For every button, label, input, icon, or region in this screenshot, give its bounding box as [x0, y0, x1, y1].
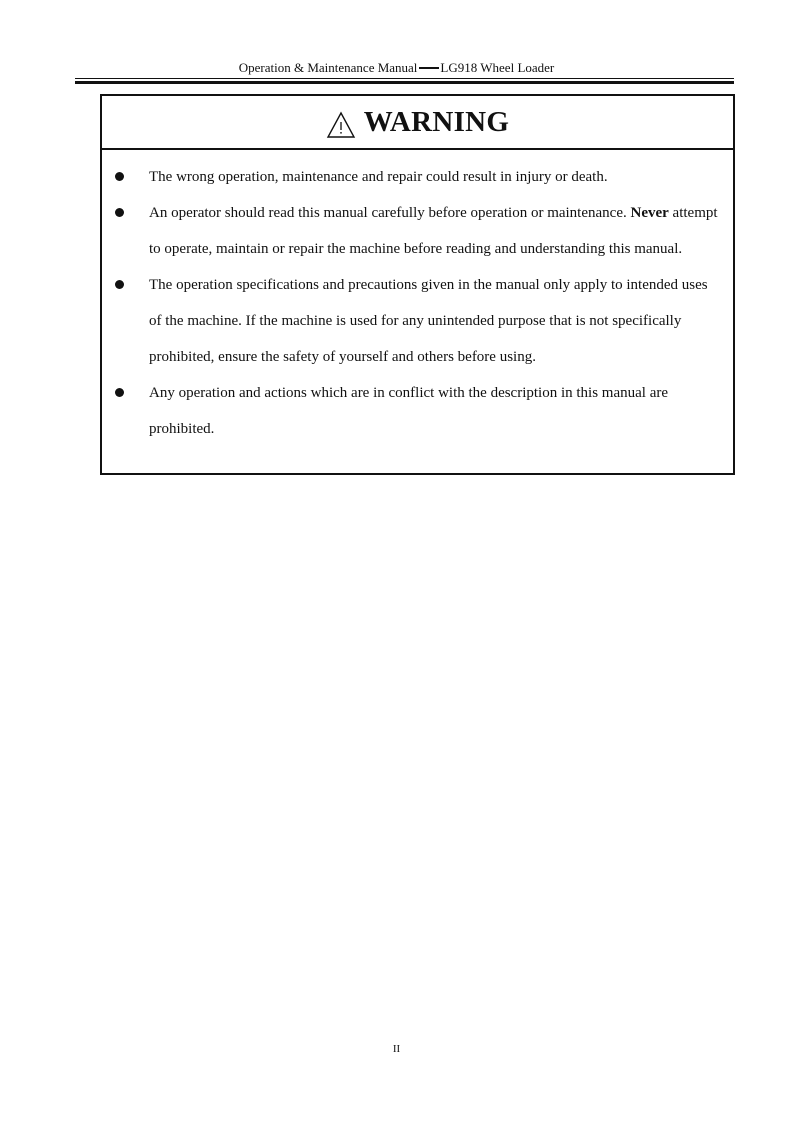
header-rule-thick	[75, 81, 734, 84]
warning-item	[102, 375, 733, 447]
warning-item-text: The wrong operation, maintenance and repair could result in injury or death.	[149, 169, 608, 185]
warning-item-text: Any operation and actions which are in conflict with the description in this manual are prohibited.	[149, 385, 669, 437]
page-number: II	[392, 1043, 401, 1055]
bullet-icon	[115, 172, 124, 181]
header-model-title: LG918 Wheel Loader	[440, 60, 555, 75]
warning-item-text-after: attempt to operate, maintain or repair the machine before reading and understanding this manual.	[149, 205, 718, 257]
bullet-icon	[115, 280, 124, 289]
warning-title: WARNING	[363, 105, 510, 138]
header-dash	[419, 67, 439, 69]
bullet-icon	[115, 388, 124, 397]
header-manual-title: Operation & Maintenance Manual	[238, 60, 418, 75]
warning-item-text-before: An operator should read this manual carefully before operation or maintenance.	[149, 205, 631, 221]
warning-title-row	[102, 96, 733, 150]
header-rule-thin	[75, 78, 734, 79]
warning-item-emphasis: Never	[630, 205, 669, 221]
warning-list	[102, 150, 733, 447]
warning-item	[102, 267, 733, 375]
warning-item-text: The operation specifications and precautions given in the manual only apply to intended uses of the machine. If the machine is used for any unintended purpose that is not specifically prohibited, ensure the safety of yourself and others before using.	[149, 277, 708, 365]
bullet-icon	[115, 208, 124, 217]
warning-triangle-icon	[326, 111, 356, 139]
warning-item	[102, 195, 733, 267]
warning-box	[100, 94, 735, 475]
warning-item	[102, 159, 733, 195]
running-header	[0, 60, 793, 76]
